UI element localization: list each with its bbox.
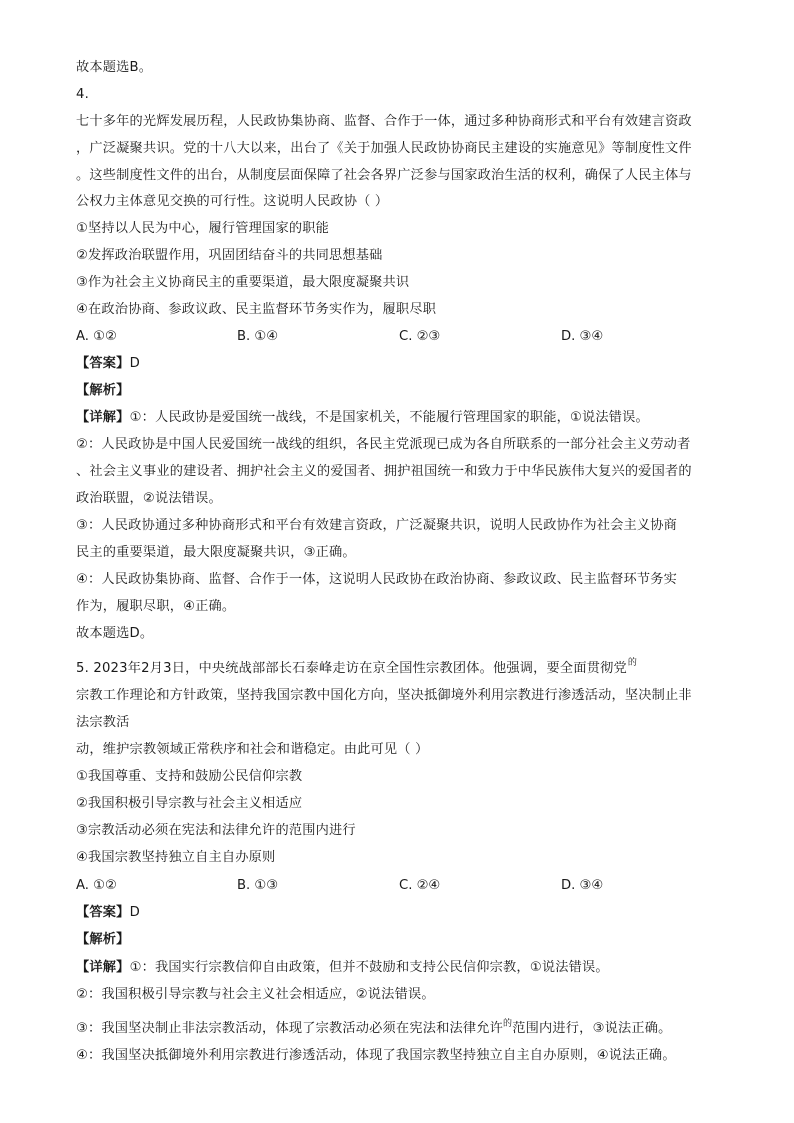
q5-statement: ③宗教活动必须在宪法和法律允许的范围内进行 xyxy=(76,823,356,838)
q5-stem-line: 动，维护宗教领域正常秩序和社会和谐稳定。由此可见（ ） xyxy=(76,742,429,757)
q4-statement: ③作为社会主义协商民主的重要渠道，最大限度凝聚共识 xyxy=(76,275,410,290)
q5-stem-text: 5. 2023年2月3日，中央统战部部长石泰峰走访在京全国性宗教团体。他强调，要全面贯彻党 xyxy=(76,661,627,676)
q4-stem-line: 。这些制度性文件的出台，从制度层面保障了社会各界广泛参与国家政治生活的权利，确保了人民主体与 xyxy=(76,168,692,183)
q5-detail-line: ④：我国坚决抵御境外利用宗教进行渗透活动，体现了我国宗教坚持独立自主自办原则，④说法正确。 xyxy=(76,1048,676,1063)
q5-detail-line xyxy=(76,1019,672,1040)
answer-value: D xyxy=(129,905,140,920)
q5-detail-line xyxy=(76,958,609,978)
q5-statement: ②我国积极引导宗教与社会主义相适应 xyxy=(76,796,303,811)
q4-conclusion: 故本题选D。 xyxy=(76,626,154,641)
q4-stem-line: ，广泛凝聚共识。党的十八大以来，出台了《关于加强人民政协协商民主建设的实施意见》等制度性文件 xyxy=(76,141,692,156)
q4-detail-line xyxy=(76,408,649,428)
q4-option-c: C. ②③ xyxy=(399,329,441,344)
q5-stem-superscript: 的 xyxy=(627,658,638,668)
q4-option-a: A. ①② xyxy=(76,329,117,344)
q5-answer xyxy=(76,903,140,923)
detail-label: 【详解】 xyxy=(76,410,130,425)
answer-value: D xyxy=(129,356,140,371)
q5-option-d: D. ③④ xyxy=(561,878,604,893)
q4-detail-line: 民主的重要渠道，最大限度凝聚共识，③正确。 xyxy=(76,545,356,560)
q4-statement: ①坚持以人民为中心，履行管理国家的职能 xyxy=(76,221,329,236)
q4-analysis-label: 【解析】 xyxy=(76,383,130,398)
detail-text: ①：我国实行宗教信仰自由政策，但并不鼓励和支持公民信仰宗教，①说法错误。 xyxy=(129,960,609,975)
q4-answer xyxy=(76,354,140,374)
q4-detail-line: ④：人民政协集协商、监督、合作于一体，这说明人民政协在政治协商、参政议政、民主监督环节务实 xyxy=(76,572,678,587)
detail-label: 【详解】 xyxy=(76,960,130,975)
q4-statement: ②发挥政治联盟作用，巩固团结奋斗的共同思想基础 xyxy=(76,248,383,263)
q5-analysis-label: 【解析】 xyxy=(76,932,130,947)
q4-statement: ④在政治协商、参政议政、民主监督环节务实作为，履职尽职 xyxy=(76,302,437,317)
q5-option-c: C. ②④ xyxy=(399,878,441,893)
q5-statement: ④我国宗教坚持独立自主自办原则 xyxy=(76,850,276,865)
q5-detail-line: ②：我国积极引导宗教与社会主义社会相适应，②说法错误。 xyxy=(76,987,435,1002)
q4-detail-line: 政治联盟，②说法错误。 xyxy=(76,491,222,506)
q4-number: 4. xyxy=(76,87,89,102)
q4-detail-line: ②：人民政协是中国人民爱国统一战线的组织，各民主党派现已成为各自所联系的一部分社会主义劳动者 xyxy=(76,437,691,452)
answer-label: 【答案】 xyxy=(76,905,130,920)
detail-text: ①：人民政协是爱国统一战线，不是国家机关，不能履行管理国家的职能，①说法错误。 xyxy=(129,410,649,425)
q5-statement: ①我国尊重、支持和鼓励公民信仰宗教 xyxy=(76,769,303,784)
detail-superscript: 的 xyxy=(503,1019,513,1029)
q4-stem-line: 七十多年的光辉发展历程，人民政协集协商、监督、合作于一体，通过多种协商形式和平台有效建言资政 xyxy=(76,114,692,129)
q3-conclusion: 故本题选B。 xyxy=(76,60,153,75)
q5-stem-line: 宗教工作理论和方针政策，坚持我国宗教中国化方向，坚决抵御境外利用宗教进行渗透活动，坚决制止非 xyxy=(76,688,692,703)
q4-option-b: B. ①④ xyxy=(237,329,279,344)
q4-detail-line: 作为，履职尽职，④正确。 xyxy=(76,599,236,614)
q4-option-d: D. ③④ xyxy=(561,329,604,344)
q5-stem-line xyxy=(76,659,637,680)
detail-text: ③：我国坚决制止非法宗教活动，体现了宗教活动必须在宪法和法律允许 xyxy=(76,1021,504,1036)
detail-text: 范围内进行，③说法正确。 xyxy=(512,1021,672,1036)
q4-detail-line: 、社会主义事业的建设者、拥护社会主义的爱国者、拥护祖国统一和致力于中华民族伟大复兴的爱国者的 xyxy=(76,464,692,479)
answer-label: 【答案】 xyxy=(76,356,130,371)
q4-detail-line: ③：人民政协通过多种协商形式和平台有效建言资政，广泛凝聚共识，说明人民政协作为社会主义协商 xyxy=(76,518,678,533)
q5-option-b: B. ①③ xyxy=(237,878,279,893)
q4-stem-line: 公权力主体意见交换的可行性。这说明人民政协（ ） xyxy=(76,194,389,209)
q5-stem-line: 法宗教活 xyxy=(76,715,130,730)
q5-option-a: A. ①② xyxy=(76,878,117,893)
